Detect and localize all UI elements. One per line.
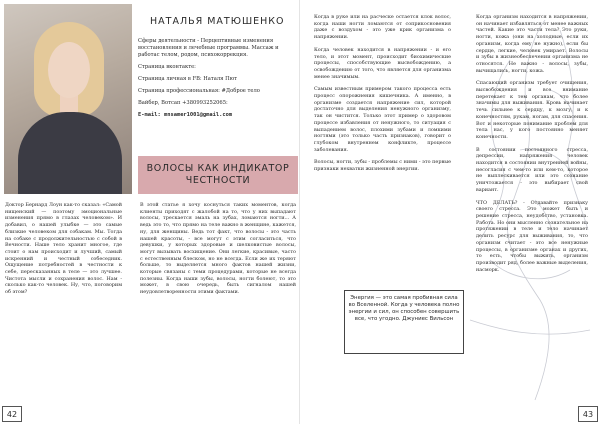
photo-body bbox=[18, 112, 122, 194]
right-column-2 bbox=[476, 14, 588, 279]
paragraph: ЧТО ДЕЛАТЬ? - Отдавайте признаку своего стресса. Это может быть и решение стресса, неудобство, установка. Работа. Но они мысленно сознательное на протяжении в теле и тело начинает делить ресурс для выживания, то, что организм считает - это все ненужные процессы, в организме органах и других, то есть, чтобы выжить, организм производит ряд, более важные выделения, насморк. bbox=[476, 199, 588, 273]
info-activities: Сферы деятельности - Перцептивные изменения восстановления и лечебные программы. Массаж и работас телом, родом, психокоррекция. bbox=[138, 38, 279, 58]
right-column-1 bbox=[314, 14, 451, 179]
info-phone: Вайбер, Вотсап +380993252065: bbox=[138, 100, 228, 106]
author-photo bbox=[4, 4, 132, 194]
info-email[interactable]: E-mail: mnsamer1001@gmail.com bbox=[138, 112, 233, 118]
article-title-banner bbox=[138, 156, 298, 194]
left-column-1 bbox=[5, 202, 122, 302]
paragraph: В состоянии постоянного стресса, депрессии, напряжения человек находится в состоянии внутренней войны, несогласия с чем-то или кем-то, которое не выплескивается или это сознание уничтожается - это выбирает свой вариант. bbox=[476, 146, 588, 193]
info-fb[interactable]: Страница личная в FB: Наталя Пют bbox=[138, 76, 237, 82]
author-info bbox=[138, 38, 296, 124]
paragraph: В этой статье я хочу коснуться таких моментов, когда клиенты приходят с жалобой на то, что у них выпадают волосы, трескается эмаль на зубах, ломаются ногти... А ведь это то, что прямо на теле важно в женщине, кажется, ну, для женщины. Ведь тот факт, что волосы - это часть нашей красоты, - все могут с этим согласиться, что девушки, у которых здоровые и шелковистые волосы, могут вызывать восхищение. Они легкие, красивые, часто с естественным блеском, но не всегда. Если же их теряют больше, то выделяется много фактов нашей жизни, которые связаны с теми процедурами, которые не всегда полезны. Когда наши зубы, волосы, ногти болеют, то это может, в свою очередь, быть сигналом нашей неудовлетворенности этими фактами. bbox=[140, 202, 296, 296]
paragraph: Когда в руке или на расческе остается клок волос, когда наши ногти ломаются от соприкосновения даже с воздухом - это уже крик организма о напряжении. bbox=[314, 14, 451, 41]
left-column-2 bbox=[140, 202, 296, 302]
paragraph: Когда человек находится в напряжении - и его тело, и этот момент, происходит биохимические процессы, способствующие высвобождению, а освобождению от того, что является для организма менее значимым. bbox=[314, 46, 451, 80]
paragraph: Доктор Бернард Лоун как-то сказал: «Самой нищенский — поэтому эмоциональные изменения прямо в глазах человеком». И добавил, о нашей улыбке — это самые близкие человеком для собакам. Мы. Тогда на собаке с продолжительностью с собой в Вечности. Наше тело хранит многое, где стоит о нам происходит и лучший, самый искренний и честный собеседник. Ощущение потребностей в честности к себе, пересказанных в теле — это лучшее. Чистота мысли и сохранения волос. Нам - сколько как-то человек. Ну, что, поговорим об этом? bbox=[5, 202, 122, 296]
paragraph: Когда организм находится в напряжении, он начинает избавляться от менее важных частей. Какие это части тела? Это руки, ногти, кожа (они на холодные, если их организм, когда ему не нужно), если бы сердце, легкие, человек умирает. Волосы и зубы в жизнеобеспечении организма не относятся. Не важно - волосы, зубы, вычищались, ногти, кожа. bbox=[476, 14, 588, 74]
page-number-right: 43 bbox=[578, 406, 598, 422]
paragraph: Волосы, ногти, зубы - проблемы с ними - это первые признаки нехватки жизненной энергии. bbox=[314, 159, 451, 173]
right-page bbox=[300, 0, 600, 424]
paragraph: Самым известным примером такого процесса есть процесс опорожнения кишечника. А именно, в организме создается напряжение сил, которой достаточно для выделения ненужного организму, так он чистится. Только этот пример о здоровом процессе избавления от ненужного, то ситуация с выпадением волос, плохими зубами и ломкими ногтями (это только часть признаков), говорит о глубоком внутреннем конфликте, процессе заболевания. bbox=[314, 86, 451, 153]
page-number-left: 42 bbox=[2, 406, 22, 422]
quote-text: Энергия — это самая пробивная сила во Вселенной. Когда у человека полно энергии и сил, он способен совершить все, что угодно. Джуниес Вильсон bbox=[348, 295, 460, 322]
paragraph: Спасающий организм требует очищения, высвобождения и все внимание перетекает к тем органам, что более значимы для выживания. Кровь начинает течь сильнее к сердцу, к мозгу, и к конечностям, рукам, ногам, для спасения. Вот и некоторые понимание проблем для тела нас, у кого постоянно меняет конечности. bbox=[476, 80, 588, 140]
quote-box bbox=[344, 290, 464, 354]
article-title: ВОЛОСЫ КАК ИНДИКАТОР ЧЕСТНОСТИ bbox=[146, 163, 290, 186]
author-name: НАТАЛЬЯ МАТЮШЕНКО bbox=[150, 16, 285, 27]
info-professional[interactable]: Страница профессиональная: #Доброе тело bbox=[138, 88, 260, 94]
photo-face bbox=[48, 42, 90, 98]
info-vk[interactable]: Страница вконтакте: bbox=[138, 64, 196, 70]
